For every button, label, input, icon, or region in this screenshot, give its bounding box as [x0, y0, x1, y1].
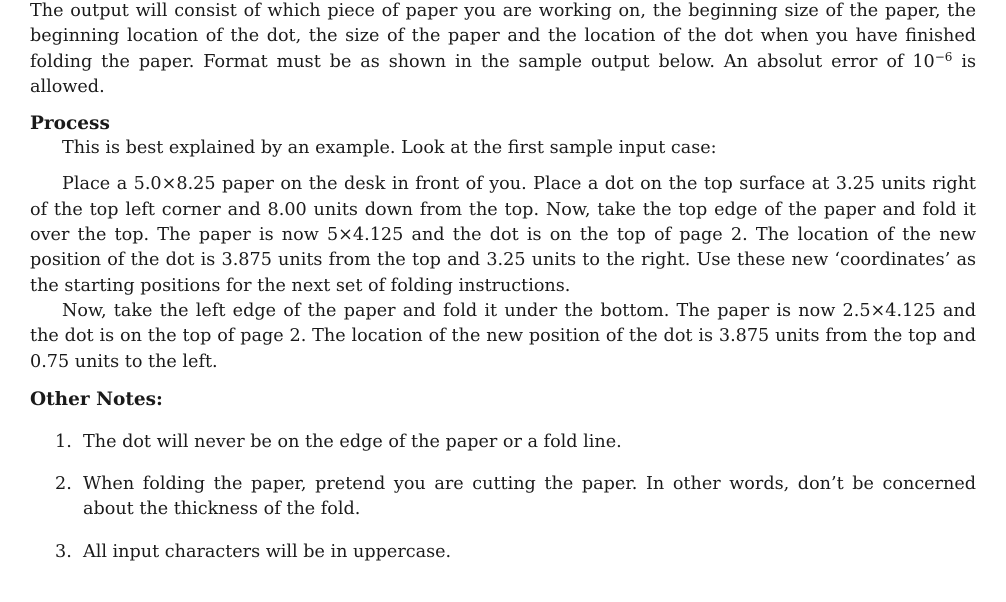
document-page — [30, 0, 976, 565]
process-heading: Process — [30, 113, 110, 135]
notes-list — [30, 430, 976, 565]
list-item — [55, 540, 976, 565]
process-lead-paragraph: This is best explained by an example. Look at the first sample input case: — [62, 138, 717, 159]
output-description-text: The output will consist of which piece of paper you are working on, the beginning size of the paper, the beginning location of the dot, the size of the paper and the location of the dot when you have finished folding the paper. Format must be as shown in the sample output below. An absolut error of 10 — [30, 1, 976, 72]
list-item-text: When folding the paper, pretend you are cutting the paper. In other words, don’t be concerned about the thickness of the fold. — [83, 474, 976, 520]
list-item-text: All input characters will be in uppercase. — [83, 541, 452, 562]
list-item-number: 2. — [55, 474, 72, 495]
example-paragraph-1: Place a 5.0×8.25 paper on the desk in front of you. Place a dot on the top surface at 3.25 units right of the top left corner and 8.00 units down from the top. Now, take the top edge of the paper and fold it over the top. The paper is now 5×4.125 and the dot is on the top of page 2. The location of the new position of the dot is 3.875 units from the top and 3.25 units to the right. Use these new ‘coordinates’ as the starting positions for the next set of folding instructions. — [30, 174, 976, 296]
list-item — [55, 472, 976, 523]
output-description-paragraph — [30, 0, 976, 100]
example-paragraph-2: Now, take the left edge of the paper and fold it under the bottom. The paper is now 2.5×4.125 and the dot is on the top of page 2. The location of the new position of the dot is 3.875 units from the top and 0.75 units to the left. — [30, 300, 976, 372]
output-description-tail: is allowed. — [30, 51, 976, 97]
list-item-number: 1. — [55, 431, 72, 452]
other-notes-heading: Other Notes: — [30, 388, 163, 410]
list-item-text: The dot will never be on the edge of the paper or a fold line. — [83, 431, 622, 452]
error-exponent: −6 — [934, 49, 953, 64]
list-item — [55, 430, 976, 455]
list-item-number: 3. — [55, 541, 72, 562]
